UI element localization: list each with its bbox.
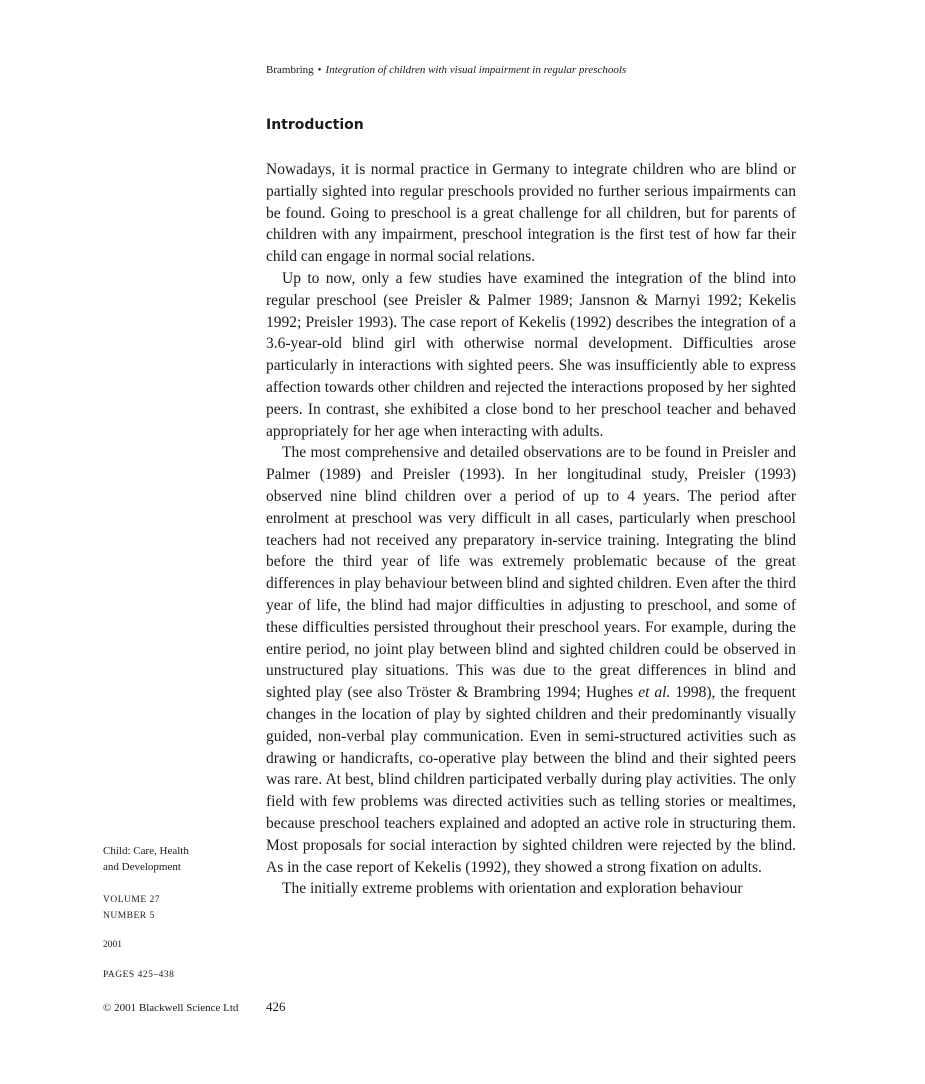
page-number: 426 <box>266 999 286 1014</box>
paragraph-3 <box>266 442 796 878</box>
publication-year: 2001 <box>103 940 122 950</box>
running-head <box>266 64 826 76</box>
citation-et-al: et al. <box>638 684 671 702</box>
paragraph-3-tail: 1998), the frequent changes in the location of play by sighted children and their predominantly visually guided, non-verbal play communication. Even in semi-structured activities such as drawing or handicrafts, co-operative play between the blind and their sighted peers was rare. At best, blind children participated verbally during play activities. The only field with few problems was directed activities such as telling stories or mealtimes, because preschool teachers explained and adopted an active role in structuring them. Most proposals for social interaction by sighted children were rejected by the blind. As in the case report of Kekelis (1992), they showed a strong fixation on adults. <box>266 684 796 876</box>
section-title: Introduction <box>266 117 364 133</box>
paragraph-4: The initially extreme problems with orientation and exploration behaviour <box>282 880 743 898</box>
journal-name-line-2: and Development <box>103 861 181 873</box>
paragraph-3-head: The most comprehensive and detailed observations are to be found in Preisler and Palmer (1989) and Preisler (1993). In her longitudinal study, Preisler (1993) observed nine blind children over a period of up to 4 years. The period after enrolment at preschool was very difficult in all cases, particularly when preschool teachers had not received any preparatory in-service training. Integrating the blind before the third year of life was extremely problematic because of the great differences in play behaviour between blind and sighted children. Even after the third year of life, the blind had major difficulties in adjusting to preschool, and some of these difficulties persisted throughout their preschool years. For example, during the entire period, no joint play between blind and sighted children could be observed in unstructured play situations. This was due to the great differences in blind and sighted play (see also Tröster & Brambring 1994; Hughes <box>266 444 796 702</box>
copyright-notice: © 2001 Blackwell Science Ltd <box>103 1002 239 1014</box>
page-range: PAGES 425–438 <box>103 970 175 980</box>
running-head-separator: • <box>317 64 322 76</box>
running-head-title: Integration of children with visual impairment in regular preschools <box>325 64 627 76</box>
number-label: NUMBER 5 <box>103 911 155 921</box>
running-head-author: Brambring <box>266 64 314 76</box>
paragraph-1: Nowadays, it is normal practice in Germany to integrate children who are blind or partially sighted into regular preschools provided no further serious impairments can be found. Going to preschool is a great challenge for all children, but for parents of children with any impairment, preschool integration is the first test of how far their child can engage in normal social relations. <box>266 161 796 266</box>
journal-name <box>103 843 258 875</box>
paragraph-2: Up to now, only a few studies have examined the integration of the blind into regular preschool (see Preisler & Palmer 1989; Jansnon & Marnyi 1992; Kekelis 1992; Preisler 1993). The case report of Kekelis (1992) describes the integration of a 3.6-year-old blind girl with otherwise normal development. Difficulties arose particularly in interactions with sighted peers. She was insufficiently able to express affection towards other children and rejected the interactions proposed by her sighted peers. In contrast, she exhibited a close bond to her preschool teacher and behaved appropriately for her age when interacting with adults. <box>266 269 796 440</box>
volume-label: VOLUME 27 <box>103 895 161 905</box>
volume-number-block <box>103 892 258 924</box>
article-body <box>266 159 796 900</box>
journal-name-line-1: Child: Care, Health <box>103 845 189 857</box>
